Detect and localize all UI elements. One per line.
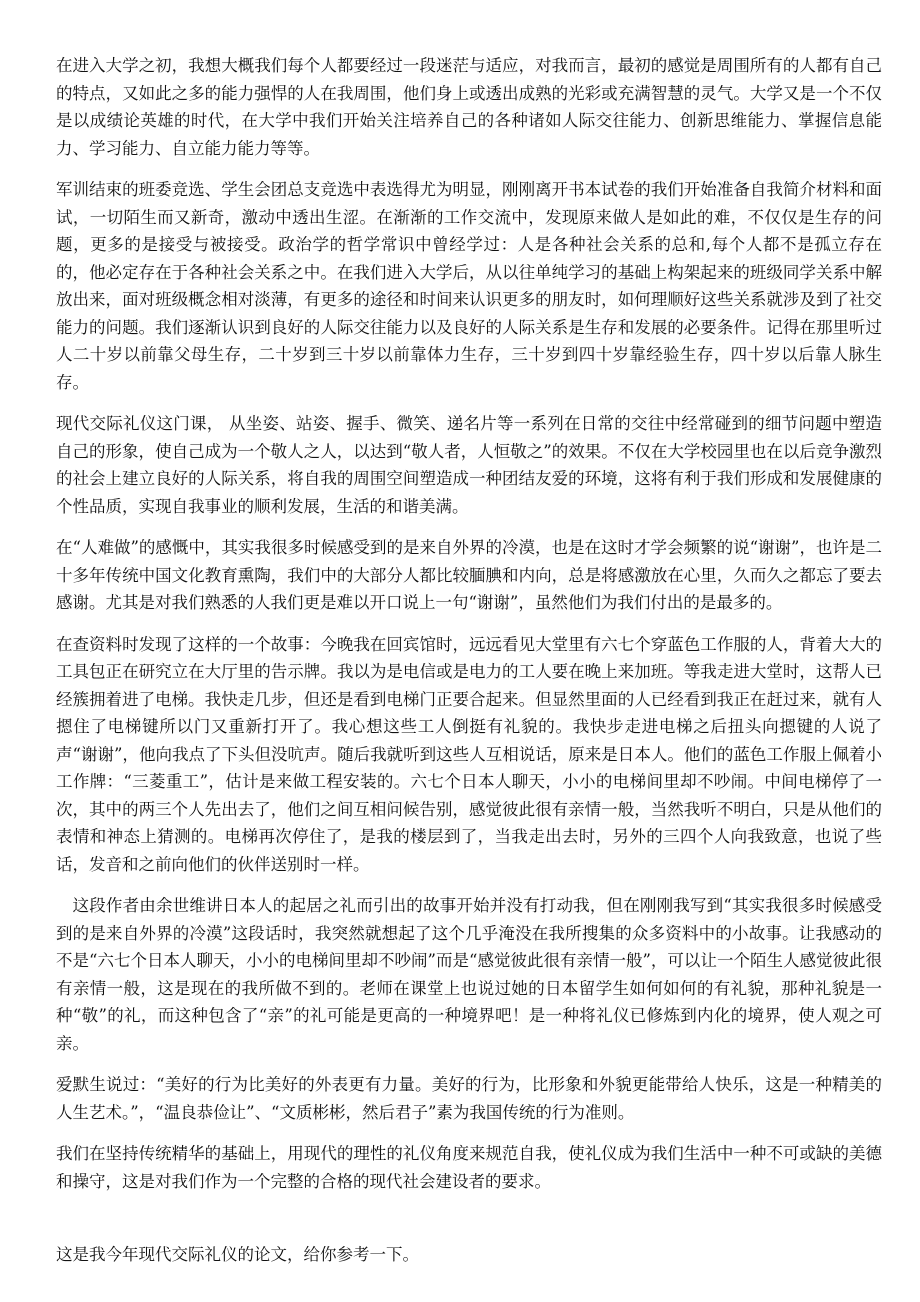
closing-note: 这是我今年现代交际礼仪的论文，给你参考一下。: [56, 1245, 419, 1264]
paragraph-conclusion: 我们在坚持传统精华的基础上，用现代的理性的礼仪角度来规范自我，使礼仪成为我们生活中一种不可或缺的美德和操守，这是对我们作为一个完整的合格的现代社会建设者的要求。: [56, 1144, 882, 1191]
paragraph-college-adaptation: 在进入大学之初，我想大概我们每个人都要经过一段迷茫与适应，对我而言，最初的感觉是周围所有的人都有自己的特点，又如此之多的能力强悍的人在我周围，他们身上或透出成熟的光彩或充满智慧的灵气。大学又是一个不仅是以成绩论英雄的时代，在大学中我们开始关注培养自己的各种诸如人际交往能力、创新思维能力、掌握信息能力、学习能力、自立能力能力等等。: [56, 56, 882, 158]
paragraph-student-union-election: 军训结束的班委竞选、学生会团总支竞选中表选得尤为明显，刚刚离开书本试卷的我们开始准备自我简介材料和面试，一切陌生而又新奇，激动中透出生涩。在渐渐的工作交流中，发现原来做人是如此的难，不仅仅是生存的问题，更多的是接受与被接受。政治学的哲学常识中曾经学过：人是各种社会关系的总和,每个人都不是孤立存在的，他必定存在于各种社会关系之中。在我们进入大学后，从以往单纯学习的基础上构架起来的班级同学关系中解放出来，面对班级概念相对淡薄，有更多的途径和时间来认识更多的朋友时，如何理顺好这些关系就涉及到了社交能力的问题。我们逐渐认识到良好的人际交往能力以及良好的人际关系是生存和发展的必要条件。记得在那里听过人二十岁以前靠父母生存，二十岁到三十岁以前靠体力生存，三十岁到四十岁靠经验生存，四十岁以后靠人脉生存。: [56, 180, 882, 392]
paragraph-emerson-quote: 爱默生说过：“美好的行为比美好的外表更有力量。美好的行为，比形象和外貌更能带给人快乐，这是一种精美的人生艺术。”，“温良恭俭让”、“文质彬彬，然后君子”素为我国传统的行为准则。: [56, 1075, 882, 1122]
paragraph-saying-thanks: 在“人难做”的感慨中，其实我很多时候感受到的是来自外界的冷漠，也是在这时才学会频繁的说“谢谢”，也许是二十多年传统中国文化教育熏陶，我们中的大部分人都比较腼腆和内向，总是将感激放在心里，久而久之都忘了要去感谢。尤其是对我们熟悉的人我们更是难以开口说上一句“谢谢”，虽然他们为我们付出的是最多的。: [56, 538, 882, 612]
paragraph-etiquette-course: 现代交际礼仪这门课， 从坐姿、站姿、握手、微笑、递名片等一系列在日常的交往中经常碰到的细节问题中塑造自己的形象，使自己成为一个敬人之人，以达到“敬人者，人恒敬之”的效果。不仅在大学校园里也在以后竞争激烈的社会上建立良好的人际关系，将自我的周围空间塑造成一种团结友爱的环境，这将有利于我们形成和发展健康的个性品质，实现自我事业的顺利发展，生活的和谐美满。: [56, 414, 882, 516]
paragraph-elevator-story: 在查资料时发现了这样的一个故事：今晚我在回宾馆时，远远看见大堂里有六七个穿蓝色工作服的人，背着大大的工具包正在研究立在大厅里的告示牌。我以为是电信或是电力的工人要在晚上来加班。等我走进大堂时，这帮人已经簇拥着进了电梯。我快走几步，但还是看到电梯门正要合起来。但显然里面的人已经看到我正在赶过来，就有人摁住了电梯键所以门又重新打开了。我心想这些工人倒挺有礼貌的。我快步走进电梯之后扭头向摁键的人说了声“谢谢”，他向我点了下头但没吭声。随后我就听到这些人互相说话，原来是日本人。他们的蓝色工作服上佩着小工作牌：“三菱重工”，估计是来做工程安装的。六七个日本人聊天，小小的电梯间里却不吵闹。中间电梯停了一次，其中的两三个人先出去了，他们之间互相问候告别，感觉彼此很有亲情一般，当然我听不明白，只是从他们的表情和神态上猜测的。电梯再次停住了，是我的楼层到了，当我走出去时，另外的三四个人向我致意，也说了些话，发音和之前向他们的伙伴送别时一样。: [56, 634, 882, 874]
paragraph-story-reflection: 这段作者由余世维讲日本人的起居之礼而引出的故事开始并没有打动我，但在刚刚我写到“其实我很多时候感受到的是来自外界的冷漠”这段话时，我突然就想起了这个几乎淹没在我所搜集的众多资料中的小故事。让我感动的不是“六七个日本人聊天，小小的电梯间里却不吵闹”而是“感觉彼此很有亲情一般”，可以让一个陌生人感觉彼此很有亲情一般，这是现在的我所做不到的。老师在课堂上也说过她的日本留学生如何如何的有礼貌，那种礼貌是一种“敬”的礼，而这种包含了“亲”的礼可能是更高的一种境界吧！是一种将礼仪已修炼到内化的境界，使人观之可亲。: [56, 896, 882, 1053]
